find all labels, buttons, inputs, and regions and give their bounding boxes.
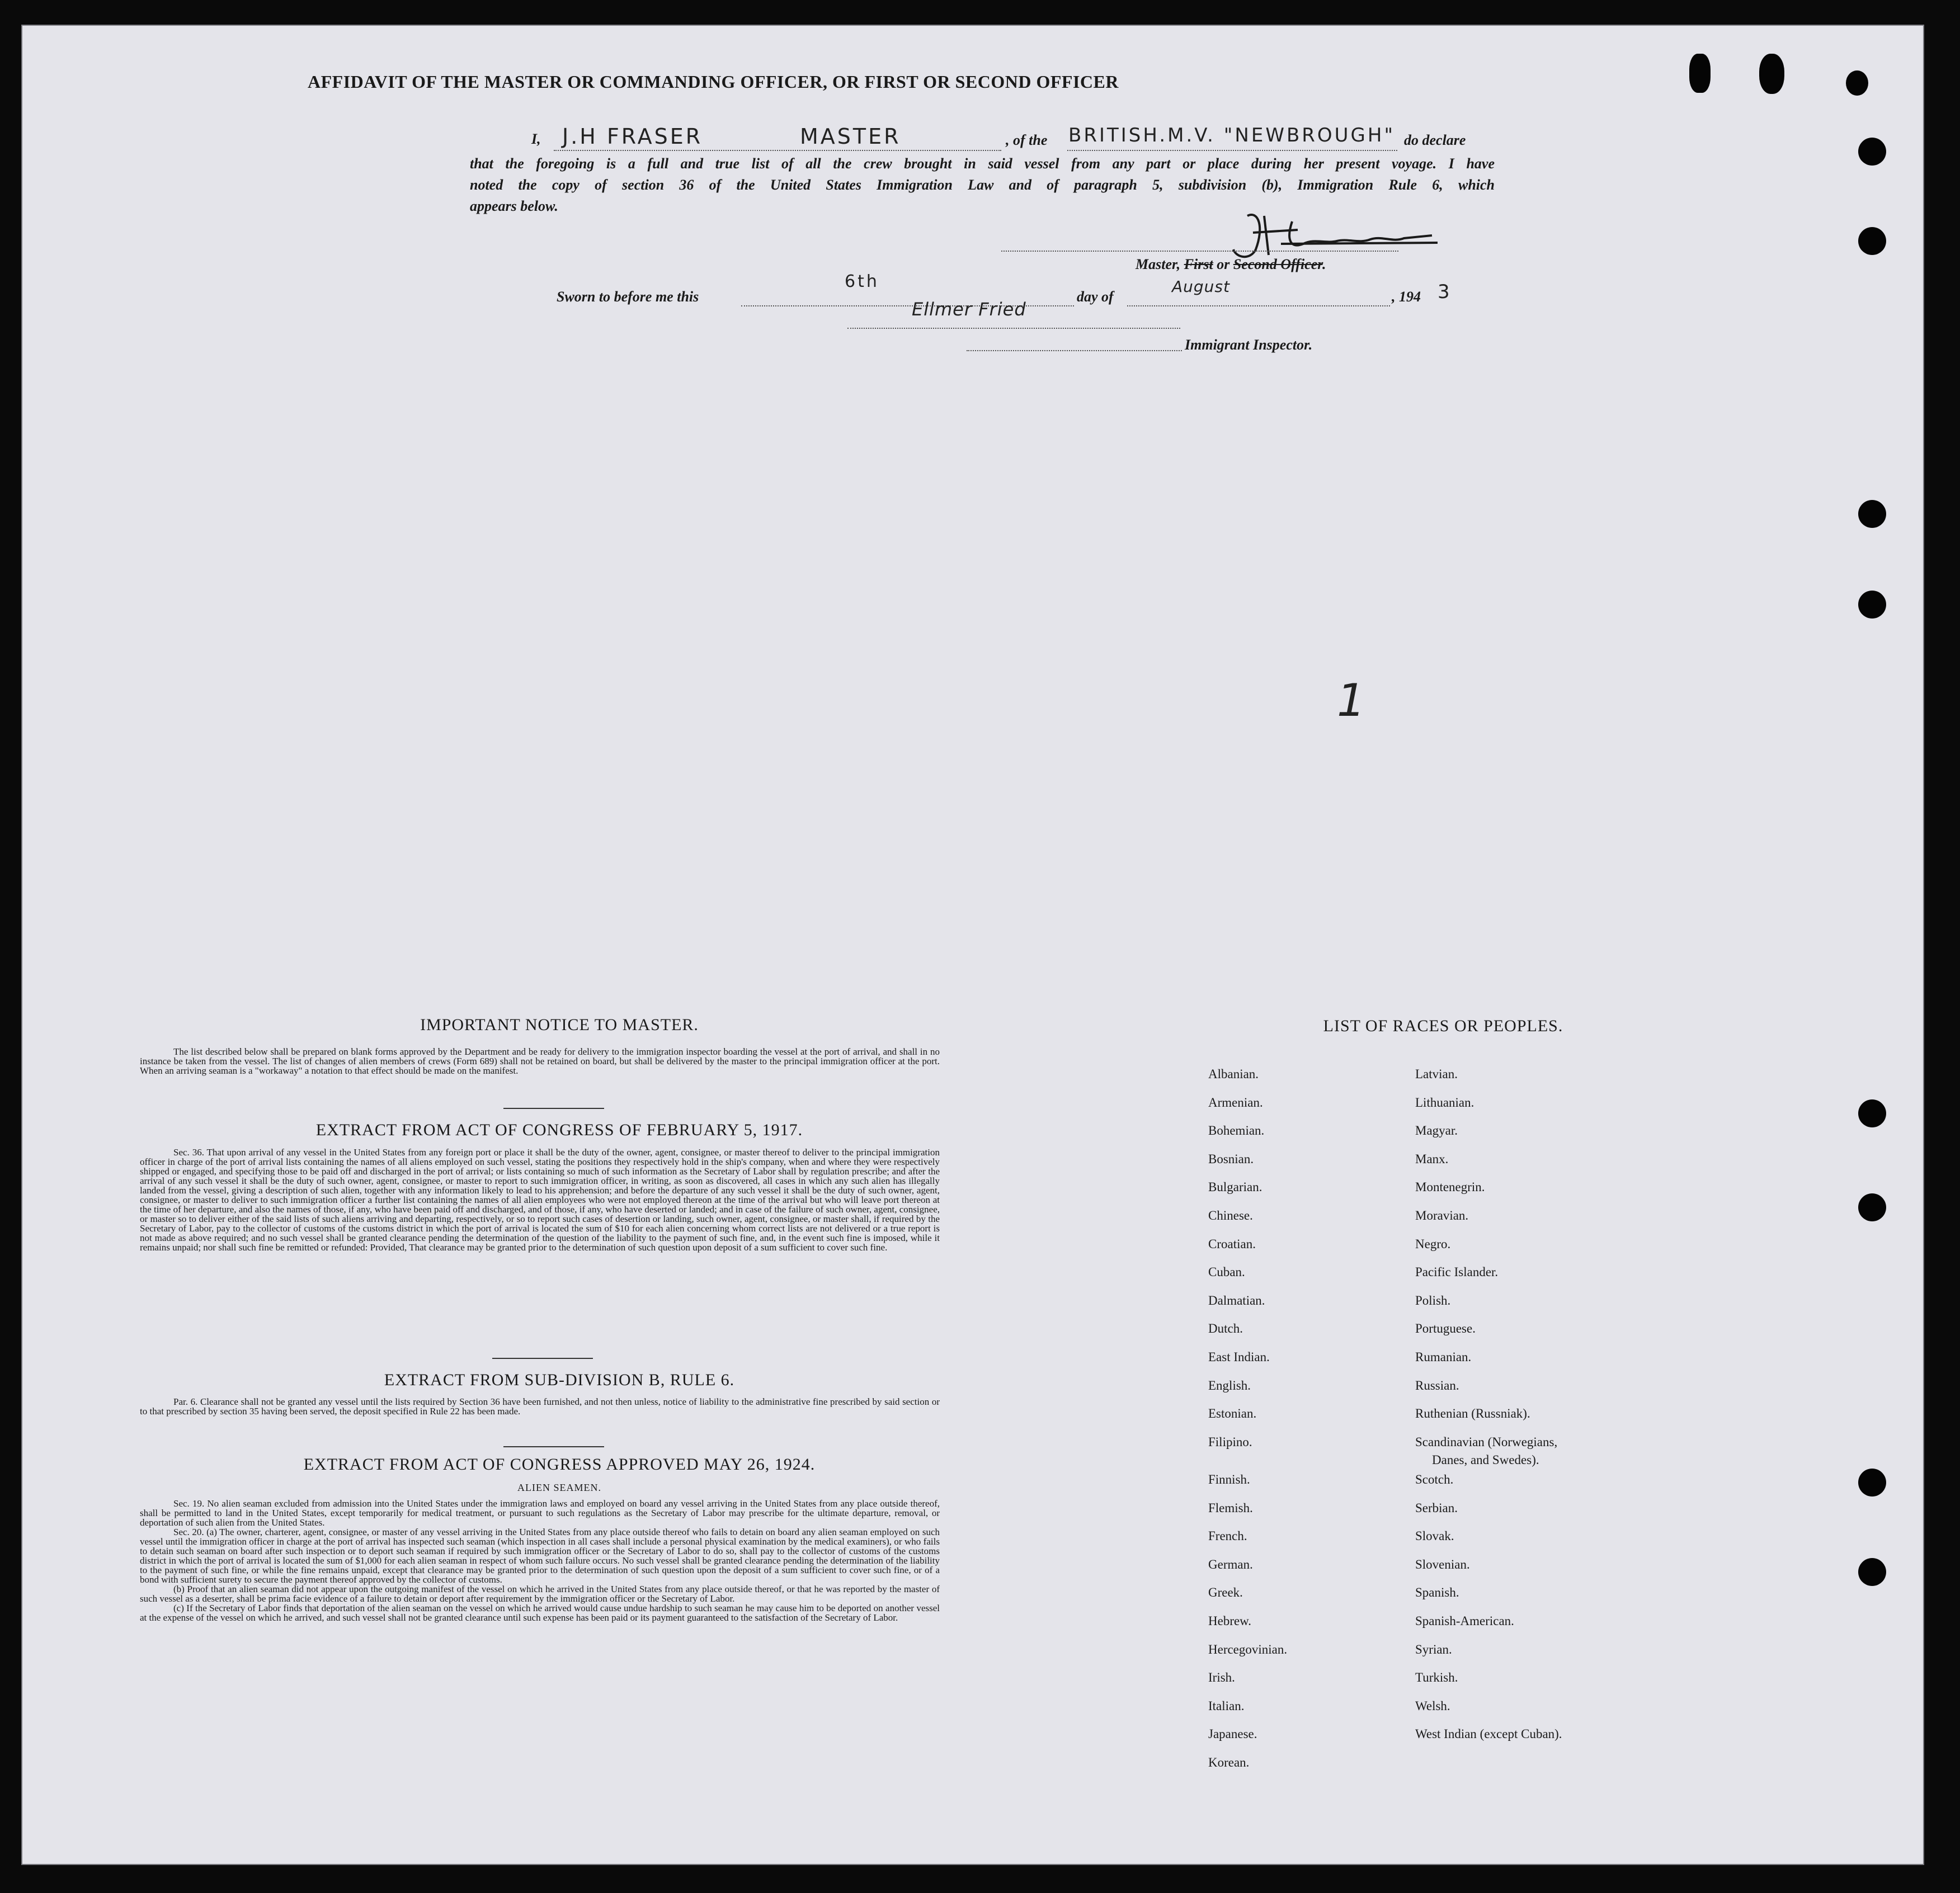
punch-hole — [1858, 500, 1886, 528]
handwritten-mark: 1 — [1337, 674, 1368, 726]
extract-1917-title: EXTRACT FROM ACT OF CONGRESS OF FEBRUARY 5, 1917. — [315, 1121, 803, 1139]
handwritten-year-digit: 3 — [1438, 281, 1452, 303]
handwritten-day: 6th — [845, 272, 879, 291]
punch-hole — [1858, 1469, 1886, 1497]
period: . — [1322, 256, 1326, 272]
punch-hole — [1858, 1193, 1886, 1221]
race-item: Spanish. — [1415, 1585, 1459, 1600]
sec20a-paragraph: Sec. 20. (a) The owner, charterer, agent, consignee, or master of any vessel arriving in the United States from any place outside thereof who fails to detain on board any alien seaman employed on such vessel until the immigration officer in charge at the port of arrival has inspected such seaman (which inspection in all cases shall include a personal physical examination by the medical examiners), or who fails to detain such seaman on board after such inspection or to deport such seaman if required by such immigration officer or the Secretary of Labor to do so, shall pay to the collector of customs of the customs district in which the port of arrival is located the sum of $1,000 for each alien seaman in respect of whom such failure occurs. No such vessel shall be granted clearance pending the determination of the liability to the payment of such fine, or while the fine remains unpaid, except that clearance may be granted prior to the determination of such question upon the deposit of a sum sufficient to cover such fine, or of a bond with sufficient surety to secure the payment thereof approved by the collector of customs. — [140, 1527, 940, 1585]
race-item: Finnish. — [1208, 1472, 1250, 1487]
affidavit-title: AFFIDAVIT OF THE MASTER OR COMMANDING OFFICER, OR FIRST OR SECOND OFFICER — [308, 72, 1119, 92]
race-item: Dalmatian. — [1208, 1293, 1265, 1307]
race-item: Danes, and Swedes). — [1432, 1453, 1539, 1467]
handwritten-vessel-name: BRITISH.M.V. "NEWBROUGH" — [1068, 124, 1396, 147]
inspector-signature-line — [847, 328, 1180, 329]
notice-paragraph: The list described below shall be prepared on blank forms approved by the Department and be ready for delivery to the immigration inspector boarding the vessel at the port of arrival, and shall in no instance be taken from the vessel. The list of changes of alien members of crews (Form 689) shall not be retained on board, but shall be delivered by the master to the principal immigration officer at the port. When an arriving seaman is a "workaway" a notation to that effect should be made on the manifest. — [140, 1046, 940, 1076]
race-item: West Indian (except Cuban). — [1415, 1727, 1562, 1741]
race-item: Flemish. — [1208, 1500, 1253, 1515]
race-item: French. — [1208, 1529, 1247, 1543]
signature-line — [1001, 251, 1398, 252]
rule6-body — [140, 1397, 940, 1416]
sworn-label: Sworn to before me this — [557, 289, 699, 305]
race-item: Ruthenian (Russniak). — [1415, 1406, 1530, 1421]
race-item: Turkish. — [1415, 1670, 1458, 1685]
inspector-label: Immigrant Inspector. — [1185, 337, 1313, 353]
race-item: English. — [1208, 1378, 1251, 1392]
divider — [503, 1446, 604, 1447]
first-officer-struck: First — [1184, 256, 1213, 272]
race-item: Dutch. — [1208, 1321, 1243, 1336]
notice-title: IMPORTANT NOTICE TO MASTER. — [420, 1016, 699, 1034]
race-item: Lithuanian. — [1415, 1095, 1474, 1110]
divider — [492, 1358, 593, 1359]
race-item: Bulgarian. — [1208, 1180, 1262, 1195]
race-item: Montenegrin. — [1415, 1180, 1485, 1195]
rule6-title: EXTRACT FROM SUB-DIVISION B, RULE 6. — [384, 1371, 735, 1389]
race-item: Italian. — [1208, 1698, 1245, 1713]
race-item: Filipino. — [1208, 1434, 1252, 1449]
document-page — [21, 25, 1924, 1865]
race-item: Greek. — [1208, 1585, 1243, 1600]
par6-paragraph: Par. 6. Clearance shall not be granted any vessel until the lists required by Section 36 have been furnished, and not then unless, notice of liability to the administrative fine prescribed by said section or to that prescribed by section 35 having been served, the deposit specified in Rule 22 has been made. — [140, 1396, 940, 1417]
sec20c-paragraph: (c) If the Secretary of Labor finds that deportation of the alien seaman on the vessel on which he arrived would cause undue hardship to such seaman he may cause him to be deported on another vessel at the expense of the vessel on which he arrived, and such vessel shall not be granted clearance until such expense has been paid or its payment guaranteed to the satisfaction of the Secretary of Labor. — [140, 1603, 940, 1623]
race-item: Croatian. — [1208, 1236, 1256, 1251]
race-item: Armenian. — [1208, 1095, 1263, 1110]
declaration-line-3: appears below. — [470, 198, 558, 214]
race-item: Korean. — [1208, 1755, 1250, 1770]
race-item: Moravian. — [1415, 1209, 1469, 1222]
handwritten-inspector: Ellmer Fried — [912, 299, 1026, 320]
day-of-label: day of — [1077, 289, 1114, 305]
year-label: , 194 — [1392, 289, 1421, 305]
prefix-i: I, — [531, 131, 541, 147]
sec19-paragraph: Sec. 19. No alien seaman excluded from admission into the United States under the immigration laws and employed on board any vessel arriving in the United States from any place outside thereof, shall be permitted to land in the United States, except temporarily for medical treatment, or pursuant to such regulations as the Secretary of Labor may prescribe for the ultimate departure, removal, or deportation of such alien from the United States. — [140, 1498, 940, 1528]
race-item: Slovak. — [1415, 1529, 1454, 1543]
second-officer-struck: Second Officer — [1233, 256, 1322, 272]
sec36-paragraph: Sec. 36. That upon arrival of any vessel in the United States from any foreign port or place it shall be the duty of the owner, agent, consignee, or master thereof to deliver to the principal immigration officer in charge of the port of arrival lists containing the names of all aliens employed on such vessel, stating the positions they respectively hold in the ship's company, when and where they were respectively shipped or engaged, and specifying those to be paid off and discharged in the port of arrival; or lists containing so much of such information as the Secretary of Labor shall by regulation prescribe; and after the arrival of any such vessel it shall be the duty of such owner, agent, consignee, or master to report to such immigration officer, in writing, as soon as discovered, all cases in which any such alien has illegally landed from the vessel, giving a description of such alien, together with any information likely to lead to his apprehension; and before the departure of any such vessel it shall be the duty of such owner, agent, consignee, or master to deliver to such immigration officer a further list containing the names of all alien employees who were not employed thereon at the time of the arrival but who will leave port thereon at the time of her departure, and also the names of those, if any, who have been paid off and discharged, and of those, if any, who have deserted or landed; and in case of the failure of such owner, agent, consignee, or master so to deliver either of the said lists of such aliens arriving and departing, respectively, or so to report such cases of desertion or landing, such owner, agent, consignee, or master shall, if required by the Secretary of Labor, pay to the collector of customs of the customs district in which the port of arrival is located the sum of $10 for each alien concerning whom correct lists are not delivered or a true report is not made as above required; and no such vessel shall be granted clearance pending the determination of the question of the liability to the payment of such fine, and, in the event such fine is imposed, while it remains unpaid; nor shall such fine be remitted or refunded: Provided, That clearance may be granted prior to the determination of such question upon deposit of a sum sufficient to cover such fine. — [140, 1147, 940, 1253]
extract-1924-body — [140, 1499, 940, 1622]
punch-hole — [1689, 54, 1711, 93]
race-item: Latvian. — [1415, 1067, 1458, 1081]
race-item: Hercegovinian. — [1208, 1642, 1288, 1656]
race-item: Portuguese. — [1415, 1321, 1476, 1336]
alien-seamen-subtitle: ALIEN SEAMEN. — [517, 1482, 601, 1493]
declaration-line-2: noted the copy of section 36 of the United States Immigration Law and of paragraph 5, subdivision (b), Immigration Rule 6, which — [470, 177, 1495, 193]
race-item: Albanian. — [1208, 1067, 1259, 1081]
race-item: Hebrew. — [1208, 1614, 1252, 1628]
race-item: Cuban. — [1208, 1265, 1245, 1280]
punch-hole — [1846, 70, 1868, 96]
race-item: Polish. — [1415, 1293, 1451, 1307]
punch-hole — [1858, 1558, 1886, 1586]
do-declare-label: do declare — [1404, 132, 1466, 148]
race-item: Welsh. — [1415, 1698, 1450, 1713]
extract-1917-body — [140, 1148, 940, 1252]
race-item: Bosnian. — [1208, 1151, 1254, 1166]
handwritten-master-name: J.H FRASER — [562, 124, 703, 149]
race-item: Irish. — [1208, 1670, 1235, 1685]
race-item: Estonian. — [1208, 1406, 1257, 1421]
race-item: Spanish-American. — [1415, 1614, 1514, 1628]
race-item: Japanese. — [1208, 1727, 1257, 1741]
punch-hole — [1858, 591, 1886, 619]
sec20b-paragraph: (b) Proof that an alien seaman did not appear upon the outgoing manifest of the vessel on which he arrived in the United States from any place outside thereof, or that he was reported by the master of such vessel as a deserter, shall be prima facie evidence of a failure to detain or deport after requirement by the immigration officer or the Secretary of Labor. — [140, 1584, 940, 1604]
race-item: Magyar. — [1415, 1123, 1458, 1138]
name-fill-line — [554, 150, 1001, 151]
race-item: Manx. — [1415, 1151, 1449, 1166]
divider — [503, 1108, 604, 1109]
race-item: Russian. — [1415, 1378, 1459, 1392]
handwritten-rank: MASTER — [800, 124, 901, 149]
vessel-fill-line — [1067, 150, 1397, 151]
notice-body — [140, 1047, 940, 1075]
race-item: Chinese. — [1208, 1209, 1253, 1222]
or-label: or — [1213, 256, 1233, 272]
declaration-line-1: that the foregoing is a full and true list of all the crew brought in said vessel from any part or place during her present voyage. I have — [470, 155, 1495, 172]
races-title: LIST OF RACES OR PEOPLES. — [1323, 1017, 1563, 1035]
officer-title — [1136, 256, 1326, 273]
handwritten-month: August — [1172, 277, 1230, 296]
punch-hole — [1858, 227, 1886, 255]
race-item: Syrian. — [1415, 1642, 1452, 1656]
race-item: Scandinavian (Norwegians, — [1415, 1434, 1558, 1449]
race-item: Pacific Islander. — [1415, 1265, 1499, 1280]
punch-hole — [1858, 1099, 1886, 1127]
punch-hole — [1759, 54, 1784, 94]
race-item: East Indian. — [1208, 1350, 1270, 1364]
race-item: Scotch. — [1415, 1472, 1454, 1487]
race-item: Slovenian. — [1415, 1557, 1470, 1571]
race-item: Bohemian. — [1208, 1123, 1265, 1138]
master-label: Master, — [1136, 256, 1184, 272]
of-the-label: , of the — [1006, 132, 1048, 148]
race-item: Rumanian. — [1415, 1350, 1472, 1364]
inspector-line — [967, 350, 1182, 351]
race-item: Serbian. — [1415, 1500, 1458, 1515]
punch-hole — [1858, 138, 1886, 166]
race-item: German. — [1208, 1557, 1253, 1571]
sworn-month-line — [1127, 305, 1390, 306]
race-item: Negro. — [1415, 1236, 1451, 1251]
extract-1924-title: EXTRACT FROM ACT OF CONGRESS APPROVED MAY 26, 1924. — [303, 1455, 816, 1474]
